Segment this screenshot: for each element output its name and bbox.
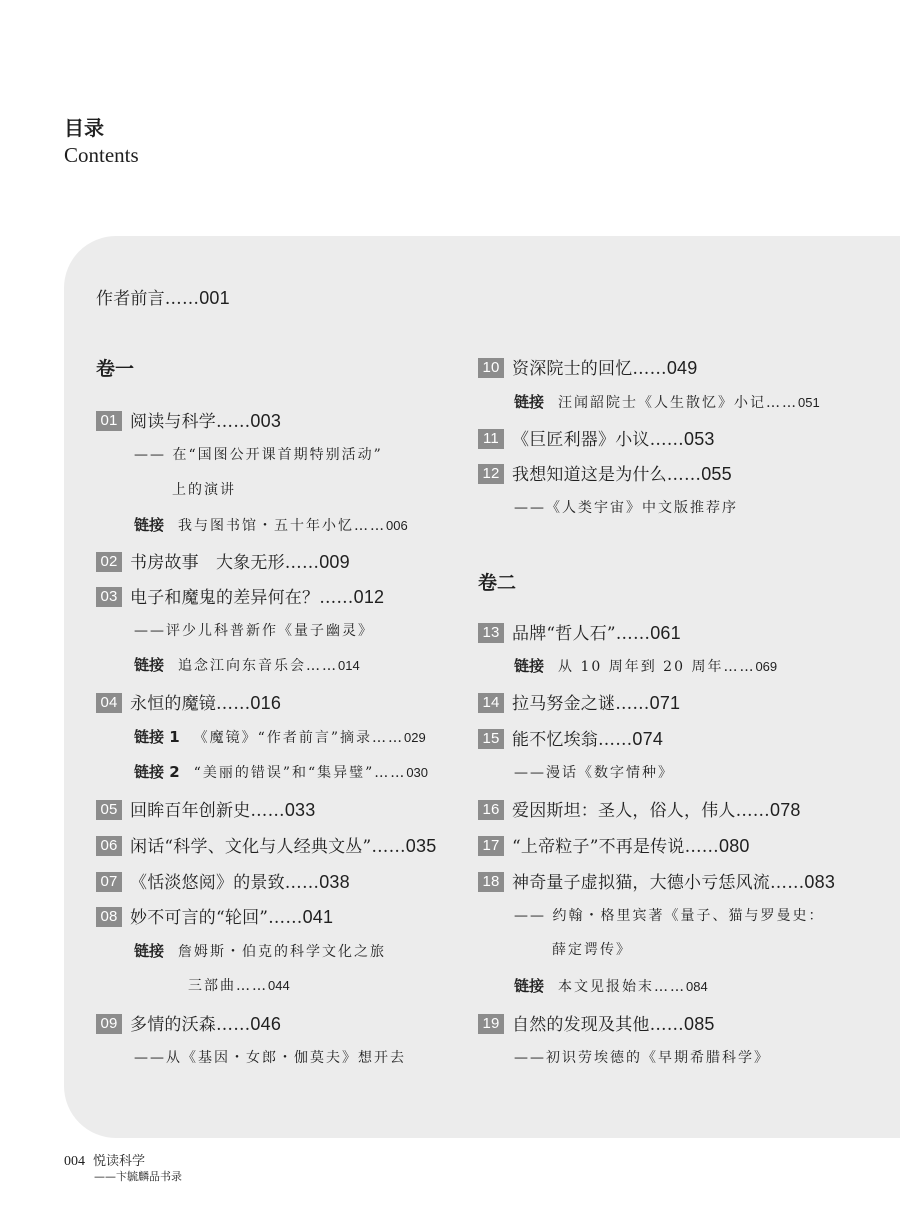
entry-number-badge: 12 [478, 464, 504, 484]
toc-link-18[interactable] [514, 975, 708, 996]
entry-title: 我想知道这是为什么…… [512, 465, 702, 485]
link-title: 本文见报始末…… [558, 979, 687, 995]
link-title: 追念江向东音乐会…… [178, 658, 339, 674]
toc-link-04-1[interactable] [134, 726, 426, 747]
entry-page: 001 [199, 288, 230, 308]
link-label: 链接 [134, 656, 165, 674]
entry-subtitle: —— 约翰・格里宾著《量子、猫与罗曼史： [514, 908, 825, 924]
entry-title: 阅读与科学…… [130, 412, 251, 432]
link-page: 084 [686, 979, 708, 994]
link-title: 詹姆斯・伯克的科学文化之旅 [178, 944, 387, 960]
entry-subtitle: ——《人类宇宙》中文版推荐序 [514, 500, 738, 516]
entry-title: 作者前言…… [96, 289, 200, 309]
entry-subtitle: ——初识劳埃德的《早期希腊科学》 [514, 1050, 770, 1066]
entry-page: 071 [649, 693, 681, 713]
toc-entry-02[interactable] [96, 548, 350, 573]
entry-page: 061 [650, 623, 681, 643]
link-title: 我与图书馆・五十年小忆…… [178, 518, 387, 534]
entry-number-badge: 11 [478, 429, 504, 449]
entry-title: “上帝粒子”不再是传说…… [512, 837, 719, 857]
entry-page: 049 [666, 358, 698, 378]
book-subtitle: ——卞毓麟品书录 [94, 1170, 182, 1183]
entry-page: 055 [701, 464, 732, 484]
link-page: 029 [404, 730, 426, 745]
link-label: 链接 [134, 516, 165, 534]
entry-number-badge: 15 [478, 729, 504, 749]
link-label: 链接 2 [134, 763, 180, 781]
entry-number-badge: 16 [478, 800, 504, 820]
entry-subtitle: ——从《基因・女郎・伽莫夫》想开去 [134, 1050, 406, 1066]
link-page: 006 [386, 518, 408, 533]
toc-link-10[interactable] [514, 391, 820, 412]
link-page: 044 [268, 978, 290, 993]
entry-number-badge: 05 [96, 800, 122, 820]
entry-page: 016 [250, 693, 282, 713]
toc-entry-07[interactable] [96, 868, 350, 893]
entry-number-badge: 08 [96, 907, 122, 927]
link-page: 014 [338, 658, 360, 673]
entry-page: 041 [302, 907, 334, 927]
entry-page: 080 [718, 836, 750, 856]
entry-title: 闲话“科学、文化与人经典文丛”…… [130, 837, 406, 857]
entry-page: 003 [250, 411, 282, 431]
link-title: 《魔镜》“作者前言”摘录…… [193, 730, 404, 746]
entry-title: 品牌“哲人石”…… [512, 624, 651, 644]
volume-heading-1: 卷一 [96, 358, 135, 380]
link-page: 051 [798, 395, 820, 410]
toc-heading [64, 114, 139, 168]
toc-entry-14[interactable] [478, 689, 680, 714]
entry-title: 爱因斯坦：圣人，俗人，伟人…… [512, 801, 770, 821]
entry-title: 多情的沃森…… [130, 1015, 251, 1035]
entry-page: 053 [684, 429, 715, 449]
entry-title: 能不忆埃翁…… [512, 730, 633, 750]
toc-entry-09[interactable] [96, 1010, 281, 1035]
toc-link-08[interactable] [134, 940, 386, 961]
entry-title: 书房故事 大象无形…… [130, 553, 320, 573]
toc-link-08-cont[interactable] [188, 975, 290, 995]
entry-number-badge: 19 [478, 1014, 504, 1034]
link-label: 链接 [514, 393, 545, 411]
entry-page: 012 [353, 587, 385, 607]
entry-number-badge: 01 [96, 411, 122, 431]
entry-page: 038 [319, 872, 350, 892]
entry-title: 回眸百年创新史…… [130, 801, 285, 821]
entry-title: 神奇量子虚拟猫，大德小亏恁风流…… [512, 873, 805, 893]
link-title: 汪闻韶院士《人生散忆》小记…… [558, 395, 799, 411]
toc-entry-03[interactable] [96, 583, 384, 608]
entry-title: 资深院士的回忆…… [512, 359, 667, 379]
toc-panel [64, 236, 900, 1138]
toc-entry-18[interactable] [478, 868, 835, 893]
toc-entry-12[interactable] [478, 460, 732, 485]
volume-heading-2: 卷二 [478, 572, 517, 594]
link-title: 从 10 周年到 20 周年…… [558, 659, 756, 675]
toc-entry-08[interactable] [96, 903, 333, 928]
entry-title: 拉马努金之谜…… [512, 694, 650, 714]
entry-number-badge: 18 [478, 872, 504, 892]
entry-number-badge: 04 [96, 693, 122, 713]
entry-page: 078 [770, 800, 801, 820]
entry-page: 074 [632, 729, 664, 749]
toc-entry-13[interactable] [478, 619, 681, 644]
link-page: 069 [755, 659, 778, 674]
entry-number-badge: 06 [96, 836, 122, 856]
link-title-cont: 三部曲…… [188, 978, 268, 994]
entry-title: 电子和魔鬼的差异何在？…… [130, 588, 354, 608]
link-title: “美丽的错误”和“集异璧”…… [193, 765, 407, 781]
entry-page: 083 [804, 872, 836, 892]
page-number: 004 [64, 1154, 85, 1169]
entry-subtitle: —— 在“国图公开课首期特别活动” [134, 447, 383, 463]
link-label: 链接 1 [134, 728, 180, 746]
toc-link-04-2[interactable] [134, 761, 428, 782]
entry-number-badge: 09 [96, 1014, 122, 1034]
toc-entry-06[interactable] [96, 832, 436, 857]
entry-page: 009 [319, 552, 350, 572]
toc-title-en: Contents [64, 143, 139, 167]
entry-page: 046 [250, 1014, 282, 1034]
entry-title: 《巨匠利器》小议…… [512, 430, 684, 450]
link-page: 030 [406, 765, 429, 780]
entry-number-badge: 10 [478, 358, 504, 378]
toc-entry-01[interactable] [96, 407, 281, 432]
entry-number-badge: 17 [478, 836, 504, 856]
entry-number-badge: 03 [96, 587, 122, 607]
entry-title: 自然的发现及其他…… [512, 1015, 684, 1035]
entry-page: 085 [684, 1014, 715, 1034]
entry-number-badge: 02 [96, 552, 122, 572]
toc-entry-11[interactable] [478, 425, 715, 450]
toc-link-13[interactable] [514, 655, 777, 676]
toc-entry-05[interactable] [96, 796, 315, 821]
link-label: 链接 [134, 942, 165, 960]
entry-subtitle: ——漫话《数字情种》 [514, 765, 674, 781]
toc-entry-15[interactable] [478, 725, 663, 750]
entry-number-badge: 13 [478, 623, 504, 643]
page-footer [64, 1150, 182, 1183]
toc-entry-preface[interactable] [96, 284, 230, 309]
book-title: 悦读科学 [93, 1154, 146, 1169]
link-label: 链接 [514, 657, 545, 675]
toc-title-cn: 目录 [64, 116, 104, 140]
toc-entry-17[interactable] [478, 832, 750, 857]
entry-subtitle: ——评少儿科普新作《量子幽灵》 [134, 623, 374, 639]
toc-entry-10[interactable] [478, 354, 697, 379]
toc-entry-04[interactable] [96, 689, 281, 714]
entry-title: 妙不可言的“轮回”…… [130, 908, 303, 928]
toc-link-03[interactable] [134, 654, 360, 675]
link-label: 链接 [514, 977, 545, 995]
entry-page: 033 [284, 800, 316, 820]
entry-page: 035 [405, 836, 437, 856]
toc-entry-16[interactable] [478, 796, 801, 821]
entry-number-badge: 14 [478, 693, 504, 713]
entry-subtitle-cont: 上的演讲 [172, 482, 236, 498]
toc-link-01[interactable] [134, 514, 408, 535]
entry-title: 《恬淡悠阅》的景致…… [130, 873, 320, 893]
entry-title: 永恒的魔镜…… [130, 694, 251, 714]
entry-subtitle-cont: 薛定谔传》 [552, 942, 632, 958]
entry-number-badge: 07 [96, 872, 122, 892]
toc-entry-19[interactable] [478, 1010, 715, 1035]
